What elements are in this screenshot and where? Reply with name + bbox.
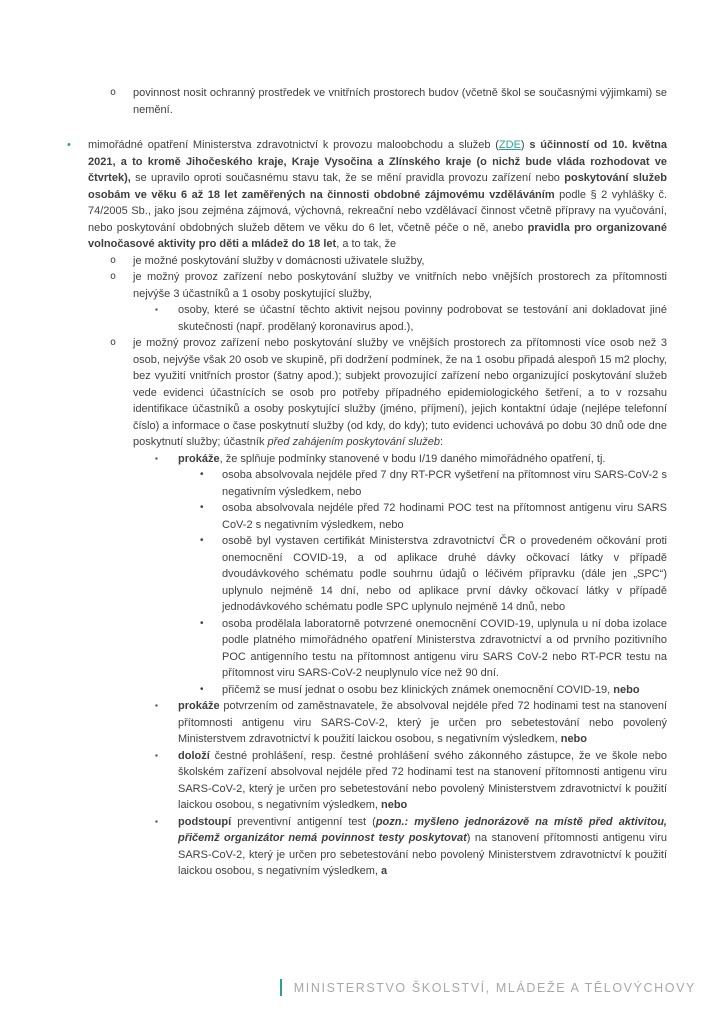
text-run: je možný provoz zařízení nebo poskytování služby ve vnějších prostorech za přítomnosti více osob než 3 osob, nejvýše však 20 osob ve skupině, při dodržení podmínek, že na 1 osobu připadá alespoň 15 m2 plochy, bez využití vnitřních prostor (šatny apod.); subjekt provozující zařízení nebo organizující poskytování služeb vede evidenci účastnících se osob pro potřeby případného epidemiologického šetření, a to v rozsahu identifikace účastníků a osoby poskytující služby (jméno, příjmení), jejich kontaktní údaje (nejlépe telefonní číslo) a informace o čase poskytnutí služby (od kdy, do kdy); tuto evidenci uchovává po dobu 30 dnů ode dne poskytnutí služby; účastník (133, 337, 667, 448)
list-item-text (178, 814, 667, 880)
square-bullet-icon: ▪ (155, 453, 158, 463)
list-item-text (222, 467, 667, 500)
square-bullet-icon: ▪ (155, 750, 158, 760)
list-item-text (133, 269, 667, 302)
text-run: osoby, které se účastní těchto aktivit nejsou povinny podrobovat se testování ani dokladovat jiné skutečnosti (např. prodělaný koronavirus apod.), (178, 304, 667, 333)
text-run: , že splňuje podmínky stanovené v bodu I/19 daného mimořádného opatření, tj. (219, 452, 606, 465)
text-run: osobě byl vystaven certifikát Ministerstva zdravotnictví ČR o provedeném očkování proti onemocnění COVID-19, a od aplikace druhé dávky očkovací látky v případě dvoudávkového schématu podle souhrnu údajů o léčivém přípravku (dále jen „SPC“) uplynulo nejméně 14 dní, nebo od aplikace první dávky očkovací látky v případě jednodávkového schématu podle SPC uplynulo nejméně 14 dnů, nebo (222, 535, 667, 613)
list-item (0, 269, 667, 302)
text-run: poskytování služeb osobám ve věku 6 až 18 let zaměřených na činnosti obdobné zájmovému vzděláváním (88, 172, 667, 201)
document-list (0, 85, 667, 880)
footer (280, 979, 696, 996)
list-item (0, 85, 667, 118)
list-item-text (222, 616, 667, 682)
list-item (0, 814, 667, 880)
zde-link[interactable]: ZDE (498, 139, 521, 151)
text-run: ) na stanovení přítomnosti antigenu viru SARS-CoV-2, který je určen pro sebetestování nebo povolený Ministerstvem zdravotnictví k použití laickou osobou, s negativním výsledkem, (178, 832, 667, 877)
text-run: podstoupí (178, 815, 232, 828)
list-item (0, 467, 667, 500)
list-item-text (133, 335, 667, 451)
list-item (0, 137, 667, 253)
disc-bullet-icon: • (200, 535, 204, 546)
circle-bullet-icon: o (110, 254, 117, 266)
text-run: osoba absolvovala nejdéle před 72 hodinami POC test na přítomnost antigenu viru SARS CoV-2 s negativním výsledkem, nebo (222, 502, 667, 531)
circle-bullet-icon: o (110, 87, 117, 98)
text-run: : (439, 436, 444, 448)
list-item-text (178, 451, 667, 468)
circle-bullet-icon: o (110, 337, 117, 348)
list-item (0, 500, 667, 533)
text-run: pozn.: myšleno jednorázově na místě před aktivitou, přičemž organizátor nemá povinnost testy poskytovat (178, 815, 667, 844)
list-item-text (88, 137, 667, 253)
text-run: prokáže (178, 700, 220, 712)
text-run: pravidla pro organizované volnočasové aktivity pro děti a mládež do 18 let (88, 221, 667, 250)
text-run: doloží (178, 749, 210, 762)
disc-bullet-icon: • (200, 683, 204, 695)
footer-accent-bar (280, 979, 282, 996)
list-item (0, 302, 667, 335)
disc-bullet-icon: • (200, 617, 204, 629)
text-run: před zahájením poskytování služeb (267, 436, 440, 448)
square-bullet-icon: ▪ (155, 816, 158, 826)
list-item (0, 533, 667, 616)
text-run: podle § 2 vyhlášky č. 74/2005 Sb., jako jsou zejména zájmová, výchovná, rekreační nebo vzdělávací činnost včetně přípravy na vyučování, nebo poskytování obdobných služeb dětem ve věku do 6 let, včetně péče o ně, anebo (88, 188, 667, 234)
text-run: povinnost nosit ochranný prostředek ve vnitřních prostorech budov (včetně škol se současnými výjimkami) se nemění. (133, 87, 667, 116)
text-run: je možné poskytování služby v domácnosti uživatele služby, (133, 254, 425, 267)
text-run: se upravilo oproti současnému stavu tak, že se mění pravidla provozu zařízení nebo (130, 172, 565, 184)
square-bullet-icon: ▪ (155, 305, 158, 314)
list-item (0, 451, 667, 468)
list-item-text (133, 253, 667, 270)
list-item-text (178, 748, 667, 814)
circle-bullet-icon: o (110, 271, 117, 282)
text-run: ) (520, 139, 530, 151)
footer-ministry-label: MINISTERSTVO ŠKOLSTVÍ, MLÁDEŽE A TĚLOVÝCHOVY (293, 980, 696, 995)
disc-bullet-icon: • (200, 469, 204, 480)
text-run: prokáže (178, 452, 220, 465)
text-run: potvrzením od zaměstnavatele, že absolvoval nejdéle před 72 hodinami test na stanovení přítomnosti antigenu viru SARS-CoV-2, který je určen pro sebetestování nebo povolený Ministerstvem zdravotnictví k použití laickou osobou, s negativním výsledkem, (178, 700, 667, 745)
square-bullet-icon: ▪ (155, 701, 158, 710)
text-run: nebo (560, 733, 587, 745)
list-item-text (222, 682, 667, 699)
text-run: nebo (613, 683, 640, 696)
text-run: preventivní antigenní test ( (231, 815, 376, 828)
list-item (0, 682, 667, 699)
text-run: osoba prodělala laboratorně potvrzené onemocnění COVID-19, uplynula u ní doba izolace podle platného mimořádného opatření Ministerstva zdravotnictví a od prvního pozitivního POC antigenního testu na přítomnost antigenu viru SARS CoV-2 nebo RT-PCR testu na přítomnost viru SARS-CoV-2 neuplynulo více než 90 dní. (222, 617, 667, 679)
text-run: s účinností od 10. května 2021, a to kromě Jihočeského kraje, Kraje Vysočina a Zlínského kraje (o nichž bude vláda rozhodovat ve čtvrtek), (88, 139, 667, 184)
list-item-text (222, 500, 667, 533)
text-run: nebo (381, 799, 408, 811)
list-item (0, 616, 667, 682)
list-item (0, 253, 667, 270)
text-run: přičemž se musí jednat o osobu bez klinických známek onemocnění COVID-19, (222, 683, 614, 696)
bullet-bullet-icon: • (67, 139, 71, 151)
disc-bullet-icon: • (200, 502, 204, 513)
list-item (0, 698, 667, 748)
list-item-text (222, 533, 667, 616)
list-item-text (178, 698, 667, 748)
text-run: , a to tak, že (336, 238, 397, 250)
text-run: čestné prohlášení, resp. čestné prohlášení svého zákonného zástupce, že ve škole nebo školském zařízení absolvoval nejdéle před 72 hodinami test na stanovení přítomnosti antigenu viru SARS-CoV-2, který je určen pro sebetestování nebo povolený Ministerstvem zdravotnictví k použití laickou osobou, s negativním výsledkem, (178, 749, 667, 811)
text-run: osoba absolvovala nejdéle před 7 dny RT-PCR vyšetření na přítomnost viru SARS-CoV-2 s negativním výsledkem, nebo (222, 469, 667, 498)
list-item (0, 335, 667, 451)
text-run: mimořádné opatření Ministerstva zdravotnictví k provozu maloobchodu a služeb ( (88, 139, 499, 151)
text-run: je možný provoz zařízení nebo poskytování služby ve vnitřních nebo vnějších prostorech za přítomnosti nejvýše 3 účastníků a 1 osoby poskytující služby, (133, 271, 667, 300)
list-item-text (133, 85, 667, 118)
list-item (0, 748, 667, 814)
list-item-text (178, 302, 667, 335)
text-run: a (381, 865, 388, 877)
